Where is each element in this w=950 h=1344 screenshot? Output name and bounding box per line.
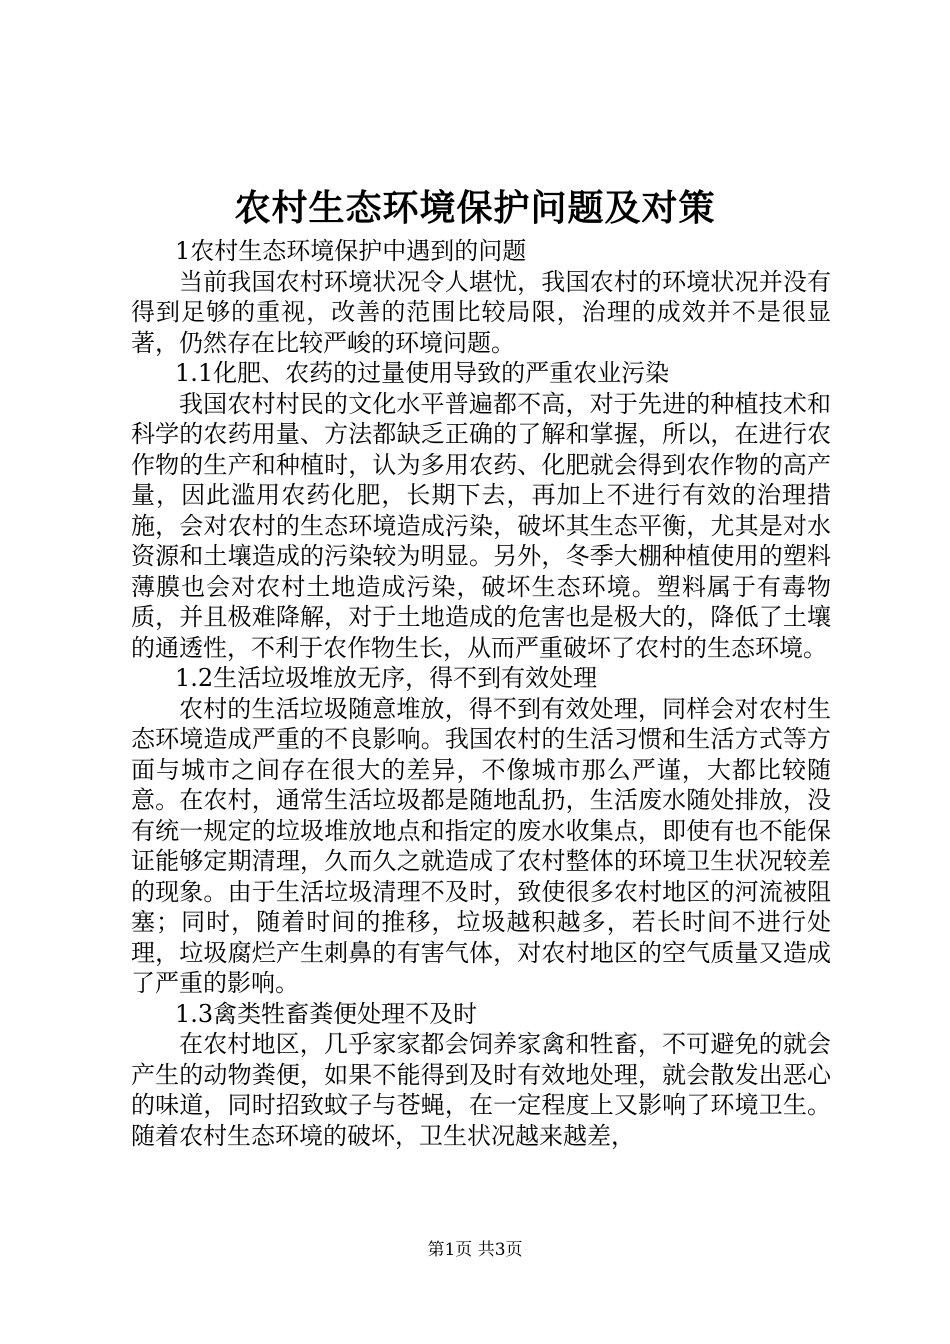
body-paragraph: 我国农村村民的文化水平普遍都不高，对于先进的种植技术和科学的农药用量、方法都缺乏正确的了解和掌握，所以，在进行农作物的生产和种植时，认为多用农药、化肥就会得到农作物的高产量，因此滥用农药化肥，长期下去，再加上不进行有效的治理措施，会对农村的生态环境造成污染，破坏其生态平衡，尤其是对水资源和土壤造成的污染较为明显。另外，冬季大棚种植使用的塑料薄膜也会对农村土地造成污染，破坏生态环境。塑料属于有毒物质，并且极难降解，对于土地造成的危害也是极大的，降低了土壤的通透性，不利于农作物生长，从而严重破坏了农村的生态环境。 xyxy=(131,389,831,662)
section-heading: 1.3禽类牲畜粪便处理不及时 xyxy=(175,999,478,1028)
document-body xyxy=(131,236,831,1151)
body-paragraph: 在农村地区，几乎家家都会饲养家禽和牲畜，不可避免的就会产生的动物粪便，如果不能得到及时有效地处理，就会散发出恶心的味道，同时招致蚊子与苍蝇，在一定程度上又影响了环境卫生。随着农村生态环境的破坏，卫生状况越来越差， xyxy=(131,1030,831,1150)
body-paragraph: 当前我国农村环境状况令人堪忧，我国农村的环境状况并没有得到足够的重视，改善的范围比较局限，治理的成效并不是很显著，仍然存在比较严峻的环境问题。 xyxy=(131,267,831,357)
body-paragraph: 农村的生活垃圾随意堆放，得不到有效处理，同样会对农村生态环境造成严重的不良影响。我国农村的生活习惯和生活方式等方面与城市之间存在很大的差异，不像城市那么严谨，大都比较随意。在农村，通常生活垃圾都是随地乱扔，生活废水随处排放，没有统一规定的垃圾堆放地点和指定的废水收集点，即使有也不能保证能够定期清理，久而久之就造成了农村整体的环境卫生状况较差的现象。由于生活垃圾清理不及时，致使很多农村地区的河流被阻塞；同时，随着时间的推移，垃圾越积越多，若长时间不进行处理，垃圾腐烂产生刺鼻的有害气体，对农村地区的空气质量又造成了严重的影响。 xyxy=(131,694,831,997)
page-title: 农村生态环境保护问题及对策 xyxy=(234,187,716,229)
page-number-footer: 第1页 共3页 xyxy=(427,1240,523,1260)
section-heading: 1.2生活垃圾堆放无序，得不到有效处理 xyxy=(175,664,598,692)
section-heading: 1农村生态环境保护中遇到的问题 xyxy=(175,237,527,265)
section-heading: 1.1化肥、农药的过量使用导致的严重农业污染 xyxy=(175,359,670,387)
